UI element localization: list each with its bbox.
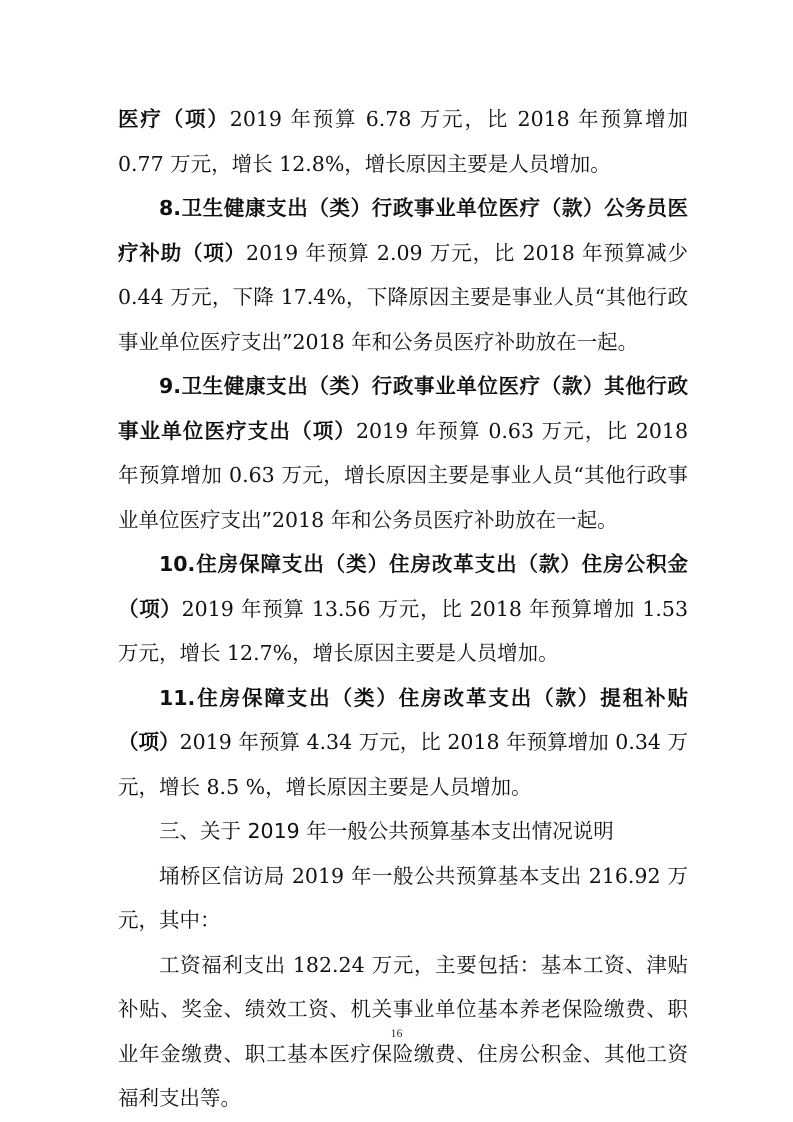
item-text: 2019 年预算 6.78 万元，比 2018 年预算增加 0.77 万元，增长 12.8%，增长原因主要是人员增加。 xyxy=(118,107,689,176)
item-text: 2019 年预算 0.63 万元，比 2018 年预算增加 0.63 万元，增长原因主要是事业人员“其他行政事业单位医疗支出”2018 年和公务员医疗补助放在一起。 xyxy=(118,418,688,532)
document-body xyxy=(118,97,688,1121)
item-title: 8.卫生健康支出（类）行政事业单位医疗（款）公务员医疗补助（项） xyxy=(118,196,688,265)
item-title: 11.住房保障支出（类）住房改革支出（款）提租补贴（项） xyxy=(118,685,688,754)
paragraph-item-11 xyxy=(118,676,688,810)
item-text: 2019 年预算 13.56 万元，比 2018 年预算增加 1.53 万元，增长 12.7%，增长原因主要是人员增加。 xyxy=(118,596,688,665)
item-text: 2019 年预算 4.34 万元，比 2018 年预算增加 0.34 万元，增长 8.5 %，增长原因主要是人员增加。 xyxy=(118,730,689,799)
paragraph-item-9 xyxy=(118,364,688,542)
paragraph-item-8 xyxy=(118,186,688,364)
paragraph-medical-continued xyxy=(118,97,688,186)
paragraph-summary: 埇桥区信访局 2019 年一般公共预算基本支出 216.92 万元，其中： xyxy=(118,863,688,932)
paragraph-detail: 工资福利支出 182.24 万元，主要包括：基本工资、津贴补贴、奖金、绩效工资、机关事业单位基本养老保险缴费、职业年金缴费、职工基本医疗保险缴费、住房公积金、其他工资福利支出等。 xyxy=(118,952,688,1110)
item-title: 10.住房保障支出（类）住房改革支出（款）住房公积金（项） xyxy=(118,552,688,621)
page-number: 16 xyxy=(390,1026,403,1040)
item-title: 医疗（项） xyxy=(118,107,230,131)
item-text: 2019 年预算 2.09 万元，比 2018 年预算减少 0.44 万元，下降 17.4%，下降原因主要是事业人员“其他行政事业单位医疗支出”2018 年和公务员医疗补助放在一起。 xyxy=(118,240,688,354)
section-heading: 三、关于 2019 年一般公共预算基本支出情况说明 xyxy=(159,819,614,843)
item-title: 9.卫生健康支出（类）行政事业单位医疗（款）其他行政事业单位医疗支出（项） xyxy=(118,374,688,443)
paragraph-item-10 xyxy=(118,542,688,676)
